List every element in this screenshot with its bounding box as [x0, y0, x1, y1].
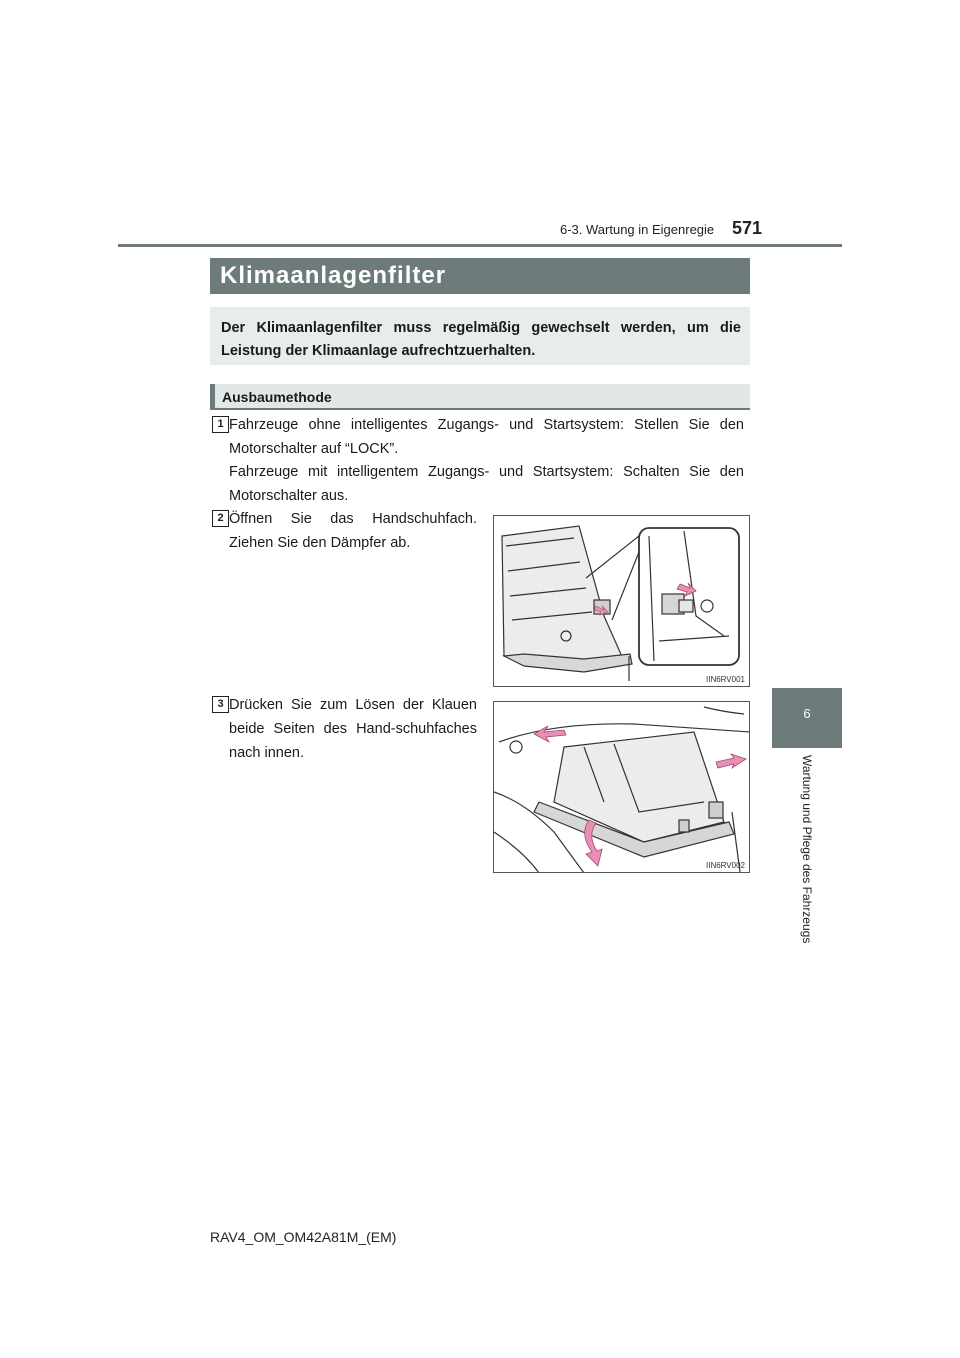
page-number: 571 [732, 218, 763, 238]
header-rule [118, 244, 842, 247]
chapter-number: 6 [803, 706, 811, 721]
step-number-2: 2 [212, 510, 229, 527]
step-1-paragraph-2: Fahrzeuge mit intelligentem Zugangs- und Startsystem: Schalten Sie den Motorschalter aus. [229, 464, 744, 504]
subheading-accent [210, 384, 215, 410]
intro-text: Der Klimaanlagenfilter muss regelmäßig gewechselt werden, um die Leistung der Klimaanlage aufrechtzuerhalten. [221, 320, 741, 359]
figure-glovebox-damper [493, 515, 750, 687]
step-3-text: Drücken Sie zum Lösen der Klauen beide Seiten des Hand-schuhfaches nach innen. [229, 697, 477, 761]
figure-glovebox-claws [493, 701, 750, 873]
step-number-1: 1 [212, 416, 229, 433]
step-1-paragraph-1: Fahrzeuge ohne intelligentes Zugangs- und Startsystem: Stellen Sie den Motorschalter auf “LOCK”. [229, 417, 744, 457]
figure-code-1: IIN6RV001 [706, 675, 745, 684]
glovebox-claws-illustration [494, 702, 750, 873]
page-title: Klimaanlagenfilter [220, 262, 447, 289]
subheading: Ausbaumethode [222, 389, 332, 405]
figure-code-2: IIN6RV002 [706, 861, 745, 870]
section-heading: 6-3. Wartung in Eigenregie [560, 222, 715, 237]
chapter-label: Wartung und Pflege des Fahrzeugs [800, 755, 814, 944]
document-code: RAV4_OM_OM42A81M_(EM) [210, 1229, 397, 1245]
step-2-text: Öffnen Sie das Handschuhfach. Ziehen Sie den Dämpfer ab. [229, 511, 477, 551]
glovebox-damper-illustration [494, 516, 750, 687]
step-number-3: 3 [212, 696, 229, 713]
